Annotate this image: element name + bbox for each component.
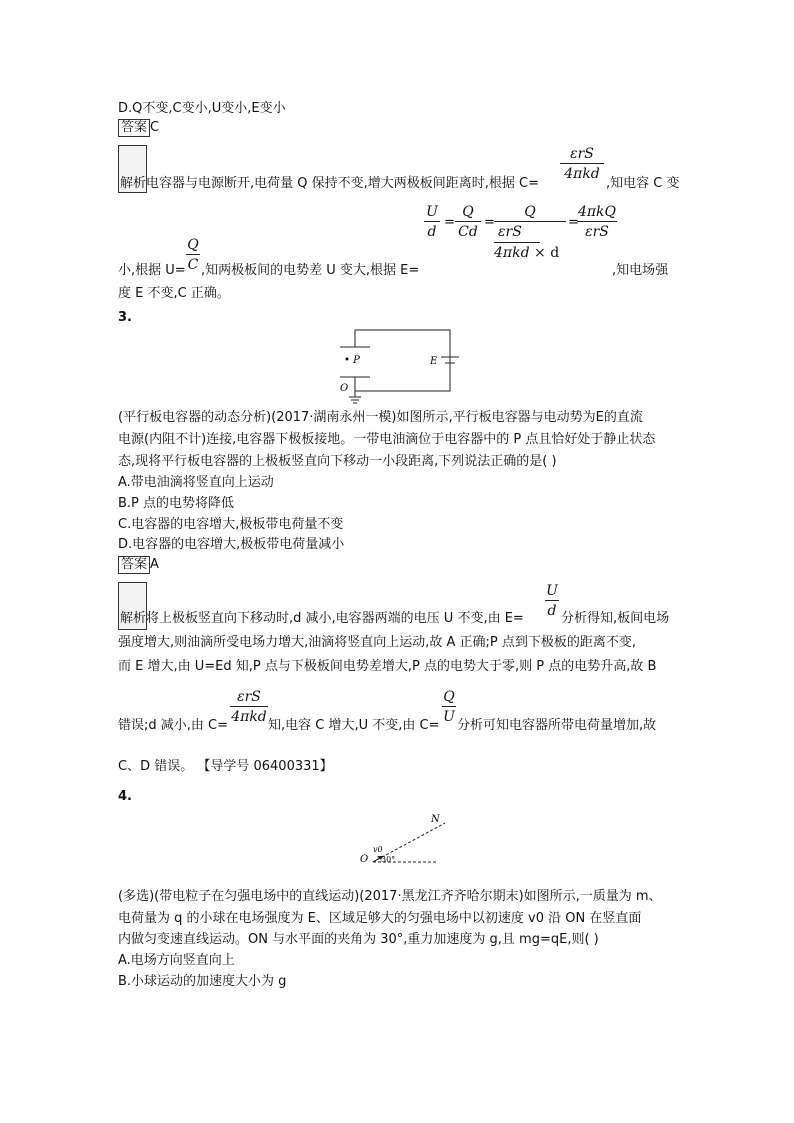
q2-option-d: D.Q不变,C变小,U变小,E变小: [118, 101, 286, 116]
q2-text: 电容器与电源断开,电荷量 Q 保持不变,增大两极板间距离时,根据 C=: [146, 176, 540, 191]
frac-den: d: [427, 224, 437, 240]
equals-sign: =: [568, 215, 579, 230]
analysis-label: 解析: [120, 176, 147, 191]
q3-option-c: C.电容器的电容增大,极板带电荷量不变: [118, 517, 344, 532]
answer-value: A: [150, 557, 159, 572]
u-fraction: [186, 236, 200, 275]
q3-c-fraction: [230, 688, 268, 727]
n-label: N: [431, 814, 440, 825]
frac-num: 4πkQ: [577, 204, 617, 220]
frac-num: Q: [443, 689, 455, 705]
o-label: O: [360, 854, 369, 865]
frac-den: 4πkd: [231, 709, 267, 725]
frac-num: Q: [187, 237, 199, 253]
frac-num: U: [546, 583, 558, 599]
frac-num: Q: [462, 204, 474, 220]
q3-analysis-line1: [120, 610, 524, 628]
answer-label: 答案: [118, 119, 150, 137]
equals-sign: =: [484, 215, 495, 230]
q3-e-fraction: [545, 582, 559, 621]
analysis-label: 解析: [120, 611, 147, 626]
frac-den-bottom: [494, 243, 566, 263]
e-label: E: [430, 356, 438, 367]
frac-den: C: [187, 257, 199, 273]
q4-number: 4.: [118, 789, 132, 804]
q2-analysis-line1: [120, 175, 539, 193]
q3-option-a: A.带电油滴将竖直向上运动: [118, 475, 274, 490]
v0-label: v0: [373, 845, 383, 854]
frac-num: Q: [524, 204, 536, 220]
o-label: O: [340, 383, 349, 394]
q3-number: 3.: [118, 310, 132, 325]
q2-line3: 度 E 不变,C 正确。: [118, 286, 230, 301]
q3-answer-row: [118, 556, 159, 574]
e-frac-4: [577, 203, 617, 242]
q4-stem2: 电荷量为 q 的小球在电场强度为 E、区域足够大的匀强电场中以初速度 v0 沿 ON 在竖直面: [118, 911, 642, 926]
fraction-num: εrS: [570, 146, 594, 162]
frac-num: εrS: [237, 689, 261, 705]
frac-den-bot-text: 4πkd: [494, 245, 530, 261]
q3-option-b: B.P 点的电势将降低: [118, 496, 235, 511]
q2-line1-tail: ,知电容 C 变: [606, 176, 680, 191]
q4-option-a: A.电场方向竖直向上: [118, 953, 235, 968]
frac-den: Cd: [458, 224, 478, 240]
q2-line2a: 小,根据 U=: [118, 263, 186, 278]
q3-a4b: 知,电容 C 增大,U 不变,由 C=: [268, 718, 440, 733]
q3-a4c: 分析可知电容器所带电荷量增加,故: [457, 718, 657, 733]
q3-stem1: (平行板电容器的动态分析)(2017·湖南永州一模)如图所示,平行板电容器与电动势为E的直流: [118, 410, 643, 425]
frac-den: d: [547, 603, 557, 619]
q2-line2-tail: ,知电场强: [612, 263, 669, 278]
angle-label: 30°: [381, 855, 396, 864]
q4-incline-figure: [355, 810, 455, 870]
q2-line2b: ,知两极板间的电势差 U 变大,根据 E=: [201, 263, 420, 278]
answer-label: 答案: [118, 556, 150, 574]
q3-a5: C、D 错误。 【导学号 06400331】: [118, 759, 333, 774]
q3-stem2: 电源(内阻不计)连接,电容器下极板接地。一带电油滴位于电容器中的 P 点且恰好处于静止状态: [118, 432, 656, 447]
q3-option-d: D.电容器的电容增大,极板带电荷量减小: [118, 537, 345, 552]
q3-a3: 而 E 增大,由 U=Ed 知,P 点与下极板间电势差增大,P 点的电势大于零,则 P 点的电势升高,故 B: [118, 659, 657, 674]
e-frac-3: [494, 203, 566, 263]
q3-text: 将上极板竖直向下移动时,d 减小,电容器两端的电压 U 不变,由 E=: [146, 611, 524, 626]
q3-circuit-figure: [330, 325, 460, 405]
q4-option-b: B.小球运动的加速度大小为 g: [118, 974, 287, 989]
e-frac-2: [455, 203, 481, 242]
q4-stem3: 内做匀变速直线运动。ON 与水平面的夹角为 30°,重力加速度为 g,且 mg=qE,则( ): [118, 932, 599, 947]
frac-den: U: [443, 709, 455, 725]
q3-a1-tail: 分析得知,板间电场: [561, 611, 670, 626]
frac-num: U: [426, 204, 438, 220]
frac-den-top: εrS: [498, 224, 522, 240]
fraction-den: 4πkd: [564, 166, 600, 182]
q3-stem3: 态,现将平行板电容器的上极板竖直向下移动一小段距离,下列说法正确的是( ): [118, 454, 557, 469]
q2-cap-fraction: [560, 145, 604, 184]
q3-a4a: 错误;d 减小,由 C=: [118, 718, 228, 733]
q4-stem1: (多选)(带电粒子在匀强电场中的直线运动)(2017·黑龙江齐齐哈尔期末)如图所示,一质量为 m、: [118, 889, 662, 904]
frac-den: εrS: [585, 224, 609, 240]
e-frac-1: [424, 203, 440, 242]
q2-answer-row: [118, 119, 159, 137]
answer-value: C: [150, 120, 160, 135]
frac-den-tail: × d: [534, 245, 560, 261]
p-label: • P: [344, 355, 360, 366]
q3-a2: 强度增大,则油滴所受电场力增大,油滴将竖直向上运动,故 A 正确;P 点到下极板的距离不变,: [118, 635, 637, 650]
q3-q-fraction: [442, 688, 456, 727]
equals-sign: =: [444, 215, 455, 230]
